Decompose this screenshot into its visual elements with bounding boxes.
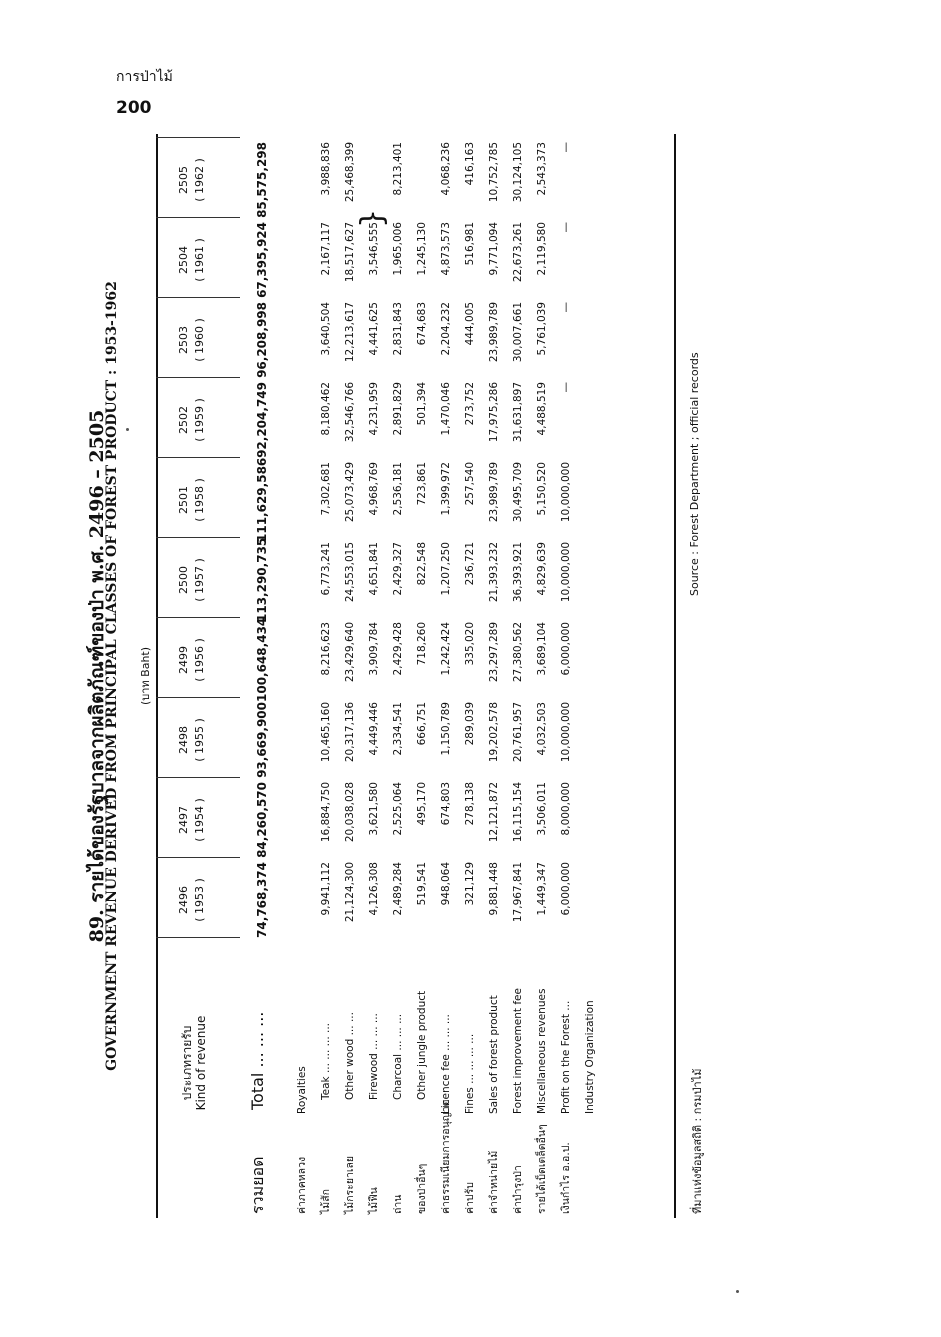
row-value: 5,761,039 [536,302,548,356]
row-value: 718,260 [416,622,428,666]
row-label-english: Profit on the Forest ... [560,1000,572,1114]
row-value: 2,525,064 [392,782,404,836]
row-value: 674,683 [416,302,428,346]
row-value: 2,536,181 [392,462,404,516]
row-value: 4,829,639 [536,542,548,596]
row-value: 3,689,104 [536,622,548,676]
row-value: 948,064 [440,862,452,906]
row-label-english: Teak ... ... ... ... [320,1022,332,1100]
column-divider [156,137,240,138]
row-value: 9,771,094 [488,222,500,276]
row-value: 17,967,841 [512,862,524,923]
row-value: 17,975,286 [488,382,500,443]
row-label-english: Forest improvement fee [512,988,524,1114]
grouping-brace: } [355,208,390,228]
row-value: 2,429,428 [392,622,404,676]
row-value: 12,121,872 [488,782,500,843]
row-value: 4,873,573 [440,222,452,276]
row-label-thai: เงินกำไร อ.อ.ป. [560,1142,572,1214]
row-label-english: Sales of forest product [488,995,500,1114]
year-ad: ( 1962 ) [193,158,206,202]
row-value: 16,115,154 [512,782,524,843]
year-ad: ( 1959 ) [193,398,206,442]
row-value: 674,803 [440,782,452,826]
row-value: 8,213,401 [392,142,404,196]
scan-speck [736,1290,739,1293]
row-value: 289,039 [464,702,476,746]
table-title-thai-text: รายได้ของรัฐบาลจากผลิตภัณฑ์ของป่า พ.ศ. 2496 – 2505 [86,409,108,903]
row-value: 4,126,308 [368,862,380,916]
year-ad: ( 1957 ) [193,558,206,602]
row-value: 335,020 [464,622,476,666]
total-value: 84,260,570 [255,782,269,858]
row-value: 10,752,785 [488,142,500,203]
row-value: 6,000,000 [560,622,572,676]
row-value: 2,119,580 [536,222,548,276]
row-label-english: Other jungle product [416,990,428,1100]
row-value: 3,640,504 [320,302,332,356]
row-value: 4,488,519 [536,382,548,436]
row-value: 18,517,627 [344,222,356,283]
row-value: 1,207,250 [440,542,452,596]
year-be: 2503 [177,326,190,354]
row-label-thai: ไม้กระยาเลย [344,1155,356,1214]
row-value: — [560,382,572,393]
row-value: 5,150,520 [536,462,548,516]
row-label-english: Firewood ... ... ... [368,1013,380,1100]
row-value: 10,000,000 [560,462,572,523]
footnote-source: Source : Forest Department ; official records [688,352,701,596]
year-be: 2505 [177,166,190,194]
row-value: 495,170 [416,782,428,826]
row-value: 1,470,046 [440,382,452,436]
row-value: 1,242,424 [440,622,452,676]
row-value: 1,449,347 [536,862,548,916]
row-value: 8,000,000 [560,782,572,836]
row-value: 4,231,959 [368,382,380,436]
row-label-thai: ถ่าน [392,1194,404,1214]
row-label-thai: ค่าภาคหลวง [296,1156,308,1214]
row-value: 16,884,750 [320,782,332,843]
row-value: 23,989,789 [488,302,500,363]
row-value: 20,038,028 [344,782,356,843]
year-header [176,220,208,300]
row-label-english: Miscellaneous revenues [536,988,548,1114]
row-label-thai: ไม้ฟืน [368,1187,380,1214]
row-value: 321,129 [464,862,476,906]
row-value: 30,007,661 [512,302,524,363]
row-value: 24,553,015 [344,542,356,603]
total-value: 92,204,749 [255,382,269,458]
row-label-english: Industry Organization [584,1000,596,1114]
section-label: การป่าไม้ [116,69,173,85]
year-ad: ( 1954 ) [193,798,206,842]
total-value: 111,629,586 [255,457,269,542]
row-label-english: Licence fee ... ... ... [440,1014,452,1114]
row-value: 4,449,446 [368,702,380,756]
row-label-english: Other wood ... ... [344,1012,356,1100]
year-header [176,380,208,460]
row-value: — [560,222,572,233]
row-value: 278,138 [464,782,476,826]
row-value: 20,317,136 [344,702,356,763]
row-value: 273,752 [464,382,476,426]
table-unit: (บาท Baht) [139,646,152,706]
total-label-thai: รวมยอด [248,1156,267,1214]
row-value: 2,429,327 [392,542,404,596]
row-value: 723,861 [416,462,428,506]
row-value: 1,150,789 [440,702,452,756]
row-label-english: Fines ... ... ... ... [464,1033,476,1114]
row-value: 444,005 [464,302,476,346]
row-value: 32,546,766 [344,382,356,443]
total-value: 113,290,735 [255,537,269,622]
table-bottom-rule [674,134,676,1218]
year-be: 2500 [177,566,190,594]
year-be: 2498 [177,726,190,754]
row-label-thai: ค่าบำรุงป่า [512,1165,524,1214]
total-value: 96,208,998 [255,302,269,378]
total-label-english: Total ... ... ... [248,1011,267,1110]
year-header [176,540,208,620]
row-label-english: Royalties [296,1066,308,1114]
row-label-thai: ไม้สัก [320,1189,332,1214]
row-value: 2,831,843 [392,302,404,356]
year-header [176,700,208,780]
row-value: 10,465,160 [320,702,332,763]
row-label-thai: รายได้เบ็ดเตล็ดอื่นๆ [536,1124,548,1214]
row-value: 2,204,232 [440,302,452,356]
total-value: 93,669,900 [255,702,269,778]
row-value: 501,394 [416,382,428,426]
row-value: — [560,142,572,153]
row-value: 2,489,284 [392,862,404,916]
year-ad: ( 1955 ) [193,718,206,762]
year-be: 2501 [177,486,190,514]
row-value: 19,202,578 [488,702,500,763]
row-value: 25,073,429 [344,462,356,523]
row-label-thai: ค่าจำหน่ายไม้ [488,1150,500,1214]
year-header [176,300,208,380]
row-value: 27,380,562 [512,622,524,683]
year-be: 2497 [177,806,190,834]
row-value: 519,541 [416,862,428,906]
row-label-thai: ค่าธรรมเนียมการอนุญาต [440,1099,452,1214]
row-value: 666,751 [416,702,428,746]
rotated-table [82,126,722,1226]
row-value: 257,540 [464,462,476,506]
row-value: — [560,302,572,313]
row-value: 4,441,625 [368,302,380,356]
row-label-english: Charcoal ... ... ... [392,1013,404,1100]
row-value: 20,761,957 [512,702,524,763]
row-value: 1,245,130 [416,222,428,276]
row-value: 7,302,681 [320,462,332,516]
row-value: 4,032,503 [536,702,548,756]
row-value: 31,631,897 [512,382,524,443]
row-value: 2,891,829 [392,382,404,436]
year-header [176,860,208,940]
row-value: 9,941,112 [320,862,332,916]
row-value: 12,213,617 [344,302,356,363]
total-value: 100,648,434 [255,617,269,702]
row-value: 21,393,232 [488,542,500,603]
row-value: 23,297,289 [488,622,500,683]
row-value: 22,673,261 [512,222,524,283]
header-kind-english: Kind of revenue [194,1015,208,1111]
row-value: 23,989,789 [488,462,500,523]
row-value: 30,124,105 [512,142,524,203]
row-value: 4,651,841 [368,542,380,596]
total-value: 67,395,924 [255,222,269,298]
row-value: 6,000,000 [560,862,572,916]
year-ad: ( 1956 ) [193,638,206,682]
row-value: 416,163 [464,142,476,186]
row-value: 2,167,117 [320,222,332,276]
year-header [176,620,208,700]
row-value: 8,216,623 [320,622,332,676]
row-value: 822,548 [416,542,428,586]
year-header [176,780,208,860]
row-value: 10,000,000 [560,702,572,763]
year-be: 2499 [177,646,190,674]
row-label-thai: ค่าปรับ [464,1182,476,1214]
year-header [176,460,208,540]
row-value: 3,909,784 [368,622,380,676]
row-value: 10,000,000 [560,542,572,603]
row-label-thai: ของป่าอื่นๆ [416,1163,428,1214]
year-be: 2496 [177,886,190,914]
year-be: 2502 [177,406,190,434]
table-title-english: GOVERNMENT REVENUE DERIVED FROM PRINCIPAL CLASSES OF FOREST PRODUCT : 1953-1962 [104,281,120,1071]
row-value: 3,506,011 [536,782,548,836]
row-value: 36,393,921 [512,542,524,603]
row-value: 6,773,241 [320,542,332,596]
row-value: 516,981 [464,222,476,266]
year-be: 2504 [177,246,190,274]
total-value: 74,768,374 [255,862,269,938]
year-ad: ( 1961 ) [193,238,206,282]
row-value: 9,881,448 [488,862,500,916]
table-number: 89. [86,909,108,943]
row-value: 4,968,769 [368,462,380,516]
row-value: 1,399,972 [440,462,452,516]
total-value: 85,575,298 [255,142,269,218]
row-value: 2,543,373 [536,142,548,196]
page-number: 200 [116,98,152,118]
row-value: 4,068,236 [440,142,452,196]
year-ad: ( 1958 ) [193,478,206,522]
row-value: 21,124,300 [344,862,356,923]
row-value: 30,495,709 [512,462,524,523]
row-value: 3,546,555 [368,222,380,276]
year-ad: ( 1960 ) [193,318,206,362]
row-value: 25,468,399 [344,142,356,203]
row-value: 2,334,541 [392,702,404,756]
row-value: 8,180,462 [320,382,332,436]
row-value: 236,721 [464,542,476,586]
header-kind-thai: ประเภทรายรับ [180,1025,194,1101]
year-ad: ( 1953 ) [193,878,206,922]
row-value: 3,988,836 [320,142,332,196]
year-header [176,140,208,220]
row-value: 3,621,580 [368,782,380,836]
row-value: 1,965,006 [392,222,404,276]
footnote-thai: ที่มาแห่งข้อมูลสถิติ : กรมป่าไม้ [691,1068,704,1214]
row-value: 23,429,640 [344,622,356,683]
